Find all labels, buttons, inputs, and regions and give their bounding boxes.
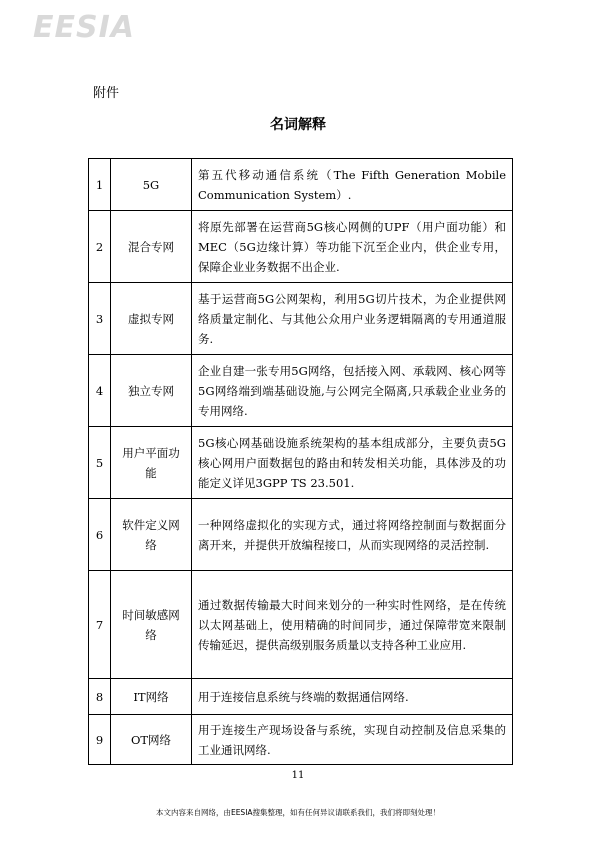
table-row — [89, 283, 513, 355]
eesia-logo: EESIA — [33, 10, 135, 45]
definition-cell: 用于连接信息系统与终端的数据通信网络. — [192, 679, 513, 715]
definition-cell: 通过数据传输最大时间来划分的一种实时性网络，是在传统以太网基础上，使用精确的时间同步，通过保障带宽来限制传输延迟，提供高级别服务质量以支持各种工业应用. — [192, 571, 513, 679]
term-cell: 独立专网 — [111, 355, 192, 427]
footer-disclaimer: 本文内容来自网络，由EESIA搜集整理，如有任何异议请联系我们，我们将即刻处理！ — [155, 808, 441, 817]
row-number: 4 — [89, 355, 111, 427]
term-cell: 5G — [111, 159, 192, 211]
row-number: 6 — [89, 499, 111, 571]
definition-cell: 基于运营商5G公网架构，利用5G切片技术，为企业提供网络质量定制化、与其他公众用户业务逻辑隔离的专用通道服务. — [192, 283, 513, 355]
row-number: 9 — [89, 715, 111, 765]
row-number: 5 — [89, 427, 111, 499]
row-number: 1 — [89, 159, 111, 211]
table-row — [89, 211, 513, 283]
definition-cell: 一种网络虚拟化的实现方式，通过将网络控制面与数据面分离开来，并提供开放编程接口，从而实现网络的灵活控制. — [192, 499, 513, 571]
row-number: 3 — [89, 283, 111, 355]
table-row — [89, 355, 513, 427]
page-number: 11 — [291, 770, 305, 781]
definition-cell: 将原先部署在运营商5G核心网侧的UPF（用户面功能）和MEC（5G边缘计算）等功能下沉至企业内，供企业专用，保障企业业务数据不出企业. — [192, 211, 513, 283]
table-row — [89, 427, 513, 499]
term-cell: 用户平面功能 — [111, 427, 192, 499]
attachment-label: 附件 — [93, 86, 120, 101]
row-number: 8 — [89, 679, 111, 715]
term-cell: 时间敏感网络 — [111, 571, 192, 679]
term-cell: IT网络 — [111, 679, 192, 715]
term-cell: 虚拟专网 — [111, 283, 192, 355]
table-row — [89, 499, 513, 571]
table-row — [89, 571, 513, 679]
term-cell: OT网络 — [111, 715, 192, 765]
table-row — [89, 679, 513, 715]
definition-cell: 第五代移动通信系统（The Fifth Generation Mobile Communication System）. — [192, 159, 513, 211]
term-cell: 软件定义网络 — [111, 499, 192, 571]
definition-cell: 企业自建一张专用5G网络，包括接入网、承载网、核心网等5G网络端到端基础设施,与公网完全隔离,只承载企业业务的专用网络. — [192, 355, 513, 427]
row-number: 7 — [89, 571, 111, 679]
definition-cell: 5G核心网基础设施系统架构的基本组成部分，主要负责5G核心网用户面数据包的路由和转发相关功能，具体涉及的功能定义详见3GPP TS 23.501. — [192, 427, 513, 499]
table-row — [89, 159, 513, 211]
term-cell: 混合专网 — [111, 211, 192, 283]
page-title: 名词解释 — [270, 117, 326, 133]
definition-cell: 用于连接生产现场设备与系统，实现自动控制及信息采集的工业通讯网络. — [192, 715, 513, 765]
table-row — [89, 715, 513, 765]
row-number: 2 — [89, 211, 111, 283]
glossary-table — [88, 158, 513, 765]
